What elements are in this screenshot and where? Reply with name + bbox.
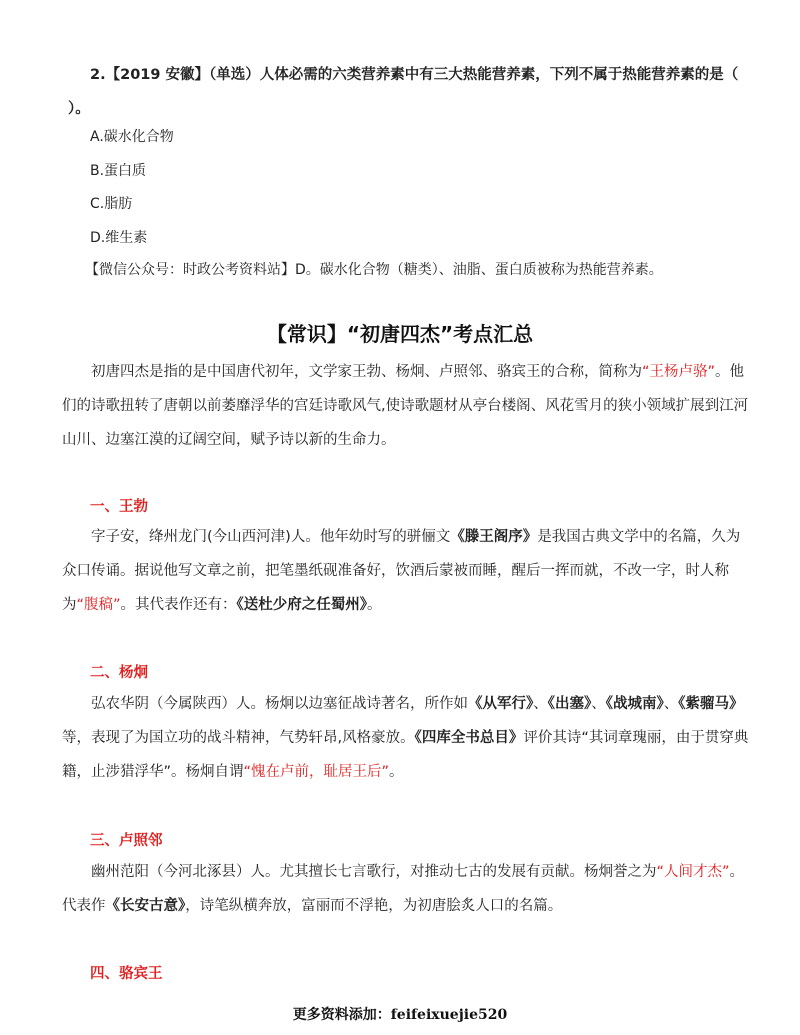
footer-contact: 更多资料添加：feifeixuejie520: [292, 1007, 508, 1023]
intro-text-2: 。他们的诗歌扭转了唐朝以前萎靡浮华的宫廷诗歌风气,使诗歌题材从亭台楼阁、风花雪月的狭小领域扩展到江河山川、边塞江漠的辽阔空间，赋予诗以新的生命力。: [62, 364, 749, 448]
heading-wangbo: 一、王勃: [90, 499, 148, 515]
answer-explanation: 【微信公众号：时政公考资料站】D。碳水化合物（糖类）、油脂、蛋白质被称为热能营养素。: [85, 262, 663, 278]
question-type: （单选）: [209, 67, 260, 83]
option-c: C.脂肪: [90, 196, 133, 212]
yangjiong-text-4: 。: [389, 764, 404, 780]
luzhaolin-work-1: 《长安古意》: [105, 898, 186, 914]
yangjiong-text-2: 等，表现了为国立功的战斗精神，气势轩昂,风格豪放。: [62, 730, 415, 746]
luzhaolin-text-3: ，诗笔纵横奔放，富丽而不浮艳，为初唐脍炙人口的名篇。: [185, 898, 563, 914]
option-b: B.蛋白质: [90, 163, 147, 179]
question-number: 2.: [90, 67, 106, 83]
option-d: D.维生素: [90, 230, 148, 246]
wangbo-paragraph: [62, 520, 752, 622]
question-stem: [68, 58, 748, 126]
luzhaolin-text-2: 。代表作: [62, 864, 745, 914]
wangbo-text-3: 。其代表作还有：: [120, 597, 237, 613]
wangbo-work-1: 《滕王阁序》: [450, 529, 538, 545]
wangbo-text-4: 。: [367, 597, 382, 613]
yangjiong-sep-2: 、: [591, 696, 606, 712]
wangbo-text-1: 字子安，绛州龙门(今山西河津)人。他年幼时写的骈俪文: [91, 529, 451, 545]
yangjiong-paragraph: [62, 687, 752, 789]
yangjiong-work-1: 《从军行》: [468, 696, 534, 712]
heading-luobinwang: 四、骆宾王: [90, 966, 163, 982]
yangjiong-text-3: 评价其诗“其词章瑰丽，由于贯穿典籍，止涉猎浮华”。杨炯自谓: [62, 730, 749, 780]
yangjiong-work-5: 《四库全书总目》: [414, 730, 524, 746]
heading-luzhaolin: 三、卢照邻: [90, 833, 163, 849]
yangjiong-highlight: “愧在卢前，耻居王后”: [243, 764, 390, 780]
wangbo-highlight: “腹稿”: [76, 597, 121, 613]
question-source: 【2019 安徽】: [105, 67, 210, 83]
heading-yangjiong: 二、杨炯: [90, 665, 148, 681]
question-text: 人体必需的六类营养素中有三大热能营养素，下列不属于热能营养素的是（ ）。: [68, 67, 739, 117]
intro-text-1: 初唐四杰是指的是中国唐代初年，文学家王勃、杨炯、卢照邻、骆宾王的合称，简称为: [91, 364, 642, 380]
luzhaolin-highlight: “人间才杰”: [656, 864, 730, 880]
option-a: A.碳水化合物: [90, 129, 174, 145]
luzhaolin-text-1: 幽州范阳（今河北涿县）人。尤其擅长七言歌行，对推动七古的发展有贡献。杨炯誉之为: [91, 864, 657, 880]
yangjiong-sep-3: 、: [663, 696, 679, 712]
wangbo-text-2: 是我国古典文学中的名篇，久为众口传诵。据说他写文章之前，把笔墨纸砚准备好，饮酒后蒙被而睡，醒后一挥而就，不改一字，时人称为: [62, 529, 741, 613]
section-title: 【常识】“初唐四杰”考点汇总: [266, 322, 534, 346]
intro-highlight: “王杨卢骆”: [642, 364, 716, 380]
intro-paragraph: [62, 355, 752, 457]
yangjiong-work-3: 《战城南》: [605, 696, 664, 712]
wangbo-work-2: 《送杜少府之任蜀州》: [236, 597, 368, 613]
yangjiong-sep-1: 、: [533, 696, 548, 712]
yangjiong-work-2: 《出塞》: [547, 696, 592, 712]
yangjiong-work-4: 《紫骝马》: [678, 696, 744, 712]
luzhaolin-paragraph: [62, 855, 752, 923]
yangjiong-text-1: 弘农华阴（今属陕西）人。杨炯以边塞征战诗著名，所作如: [91, 696, 468, 712]
